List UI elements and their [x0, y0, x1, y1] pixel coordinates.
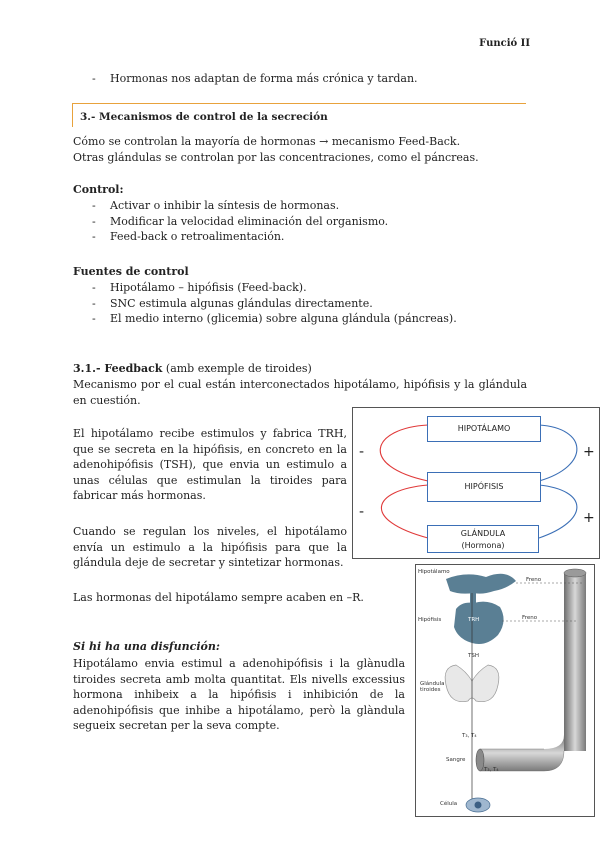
fuentes-heading: Fuentes de control	[73, 265, 189, 278]
list-item: - SNC estimula algunas glándulas directamente.	[92, 296, 373, 310]
minus-sign: -	[359, 504, 365, 520]
top-bullet	[92, 71, 418, 87]
thyroid-axis-figure	[415, 564, 595, 817]
label-glandula-tiroides: Glándula tiroides	[420, 681, 445, 693]
box-hipotalamo: HIPOTÁLAMO	[427, 416, 541, 442]
label-t3t4: T₃, T₄	[462, 733, 477, 739]
box-glandula-line1: GLÁNDULA	[460, 529, 506, 538]
fuentes-list	[92, 280, 457, 327]
feedback-diagram	[352, 407, 600, 559]
label-trh: TRH	[468, 617, 480, 623]
label-sangre: Sangre	[446, 757, 466, 763]
plus-sign: +	[583, 510, 595, 526]
page-header-title: Funció II	[479, 38, 530, 49]
list-item: - Activar o inhibir la síntesis de hormonas.	[92, 199, 340, 212]
feedback-heading	[73, 361, 312, 377]
feedback-heading-rest: (amb exemple de tiroides)	[162, 362, 312, 375]
label-freno-2: Freno	[522, 615, 538, 621]
top-bullet-text: Hormonas nos adaptan de forma más crónica y tardan.	[110, 72, 418, 85]
box-glandula	[427, 525, 539, 553]
label-tsh: TSH	[468, 653, 479, 659]
feedback-paragraph-3: Las hormonas del hipotálamo sempre acaben en –R.	[73, 591, 364, 604]
feedback-paragraph-2: Cuando se regulan los niveles, el hipotálamo envía un estimulo a la hipófisis para que la glándula deje de secretar y sintetizar hormonas.	[73, 525, 347, 569]
label-celula: Célula	[440, 801, 458, 807]
box-hipofisis: HIPÓFISIS	[427, 472, 541, 502]
plus-sign: +	[583, 444, 595, 460]
section-3-line1: Cómo se controlan la mayoría de hormonas → mecanismo Feed-Back.	[73, 135, 461, 148]
minus-sign: -	[359, 444, 365, 460]
disfuncion-heading: Si hi ha una disfunción:	[73, 640, 220, 653]
section-3-line2: Otras glándulas se controlan por las concentraciones, como el páncreas.	[73, 151, 479, 164]
feedback-heading-bold: 3.1.- Feedback	[73, 362, 163, 375]
list-item: - Modificar la velocidad eliminación del organismo.	[92, 214, 389, 228]
feedback-paragraph-1: El hipotálamo recibe estimulos y fabrica TRH, que se secreta en la hipófisis, en concreto en la adenohipófisis (TSH), que envia un estimulo a unas células que estimulan la tiroides para fabricar más hormonas.	[73, 427, 347, 502]
bullet-dash: -	[92, 72, 96, 85]
label-t3t4-blood: T₃, T₄	[484, 767, 499, 773]
box-glandula-line2: (Hormona)	[461, 541, 505, 550]
list-item: - Feed-back o retroalimentación.	[92, 230, 285, 243]
control-heading: Control:	[73, 183, 124, 196]
label-freno-1: Freno	[526, 577, 542, 583]
feedback-intro: Mecanismo por el cual están interconectados hipotálamo, hipófisis y la glándula en cuestión.	[73, 378, 527, 407]
list-item: - Hipotálamo – hipófisis (Feed-back).	[92, 281, 307, 294]
list-item: - El medio interno (glicemia) sobre alguna glándula (páncreas).	[92, 312, 457, 325]
section-3-title: 3.- Mecanismos de control de la secreción	[80, 111, 328, 123]
control-list	[92, 198, 388, 245]
label-hipotalamo: Hipotálamo	[418, 569, 450, 575]
disfuncion-text: Hipotálamo envia estimul a adenohipófisis i la glànudla tiroides secreta amb molta quantitat. Els nivells excessius hormona inhibeix a la hipófisis i inhibición de la adenohipófisis que inhibe a hipotálamo, però la glàndula segueix secretan per la seva compte.	[73, 657, 405, 732]
label-hipofisis: Hipófisis	[418, 617, 442, 623]
